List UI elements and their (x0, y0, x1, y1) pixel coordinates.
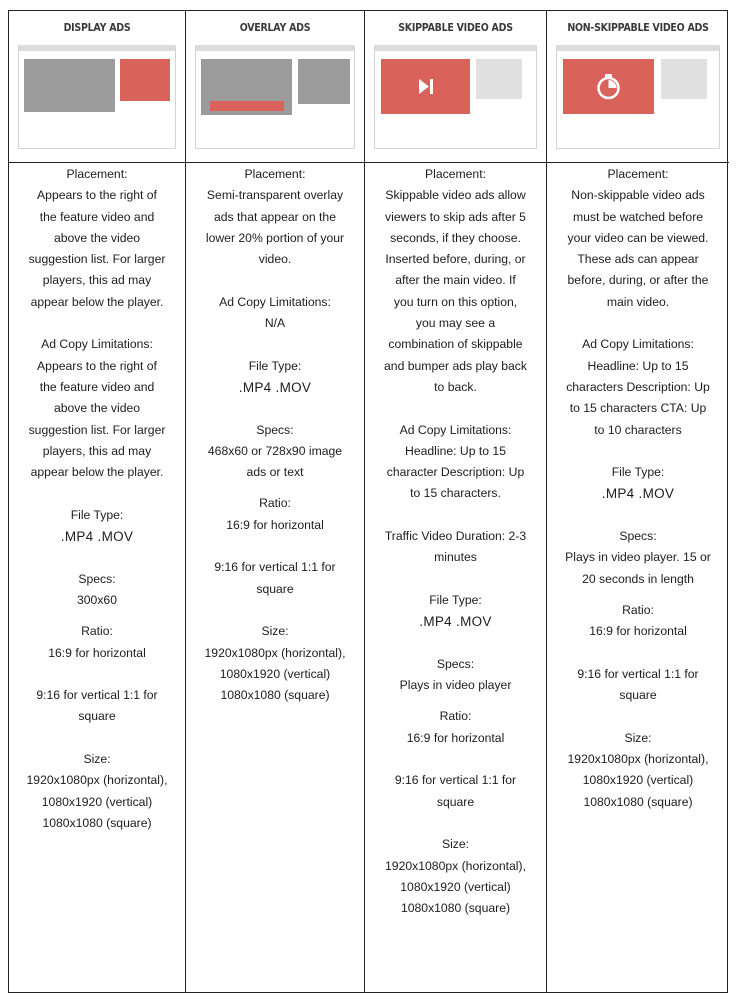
size-label: Size: (624, 730, 652, 745)
column-display-ads (9, 11, 186, 992)
specs-text: Plays in video player (399, 678, 512, 693)
display-ad-placeholder (120, 59, 170, 101)
video-ad-placeholder (563, 59, 654, 114)
limits-text: Appears to the right of the feature video and above the video suggestion list. For larger players, this ad may appear below the player. (28, 358, 166, 480)
skippable-ad-illustration (374, 45, 537, 149)
limits-label: Ad Copy Limitations: (582, 337, 694, 352)
column-header (547, 11, 729, 163)
stopwatch-icon (563, 59, 654, 114)
limits-text: N/A (264, 316, 286, 331)
ratio-label: Ratio: (622, 602, 654, 617)
specs-text: 300x60 (77, 592, 117, 607)
overlay-ad-illustration (195, 45, 355, 149)
column-header (365, 11, 546, 163)
size-text: 1920x1080px (horizontal), 1080x1920 (vertical) 1080x1080 (square) (567, 752, 709, 809)
filetype-value: .MP4 .MOV (60, 529, 134, 545)
filetype-value: .MP4 .MOV (419, 614, 492, 630)
placement-text: Skippable video ads allow viewers to skip ads after 5 seconds, if they choose. Inserted before, during, or after the main video. If you turn on this option, you may see a combination of skippable and bumper ads play back to back. (384, 188, 527, 394)
specs-text: 468x60 or 728x90 image ads or text (207, 443, 343, 480)
side-panel-placeholder (476, 59, 522, 99)
overlay-ad-placeholder (210, 101, 284, 111)
filetype-label: File Type: (611, 465, 665, 480)
filetype-label: File Type: (248, 358, 302, 373)
placement-text: Non-skippable video ads must be watched before your video can be viewed. These ads can appear before, during, or after the main video. (567, 188, 709, 309)
placement-text: Semi-transparent overlay ads that appear on the lower 20% portion of your video. (205, 188, 345, 267)
column-header (186, 11, 364, 163)
placement-text: Appears to the right of the feature video and above the video suggestion list. For larger players, this ad may appear below the player. (28, 188, 166, 309)
placement-label: Placement: (66, 167, 128, 181)
column-title: DISPLAY ADS (63, 21, 131, 34)
specs-label: Specs: (78, 571, 116, 586)
column-body (186, 164, 364, 706)
ratio-text: 16:9 for horizontal (406, 730, 505, 745)
specs-text: Plays in video player. 15 or 20 seconds in length (565, 550, 711, 586)
video-ad-placeholder (381, 59, 470, 114)
limits-label: Ad Copy Limitations: (399, 422, 512, 437)
ratio-text: 16:9 for horizontal (589, 624, 687, 639)
filetype-value: .MP4 .MOV (238, 379, 312, 395)
column-header (9, 11, 185, 163)
size-label: Size: (83, 752, 111, 767)
column-skippable-video-ads (365, 11, 547, 992)
limits-text: Headline: Up to 15 characters Description: Up to 15 characters CTA: Up to 10 characters (566, 358, 710, 437)
non-skippable-ad-illustration (556, 45, 720, 149)
ratio-label: Ratio: (259, 496, 291, 511)
column-title: SKIPPABLE VIDEO ADS (398, 21, 513, 34)
limits-label: Ad Copy Limitations: (41, 337, 153, 352)
ratio-label: Ratio: (439, 709, 472, 724)
filetype-label: File Type: (70, 507, 124, 522)
placement-label: Placement: (425, 167, 486, 181)
specs-label: Specs: (619, 529, 657, 544)
placement-label: Placement: (244, 167, 306, 181)
ratio-text: 16:9 for horizontal (226, 517, 324, 532)
display-ad-illustration (18, 45, 176, 149)
ratio-text: 16:9 for horizontal (48, 645, 146, 660)
vertical-ratio-text: 9:16 for vertical 1:1 for square (214, 560, 336, 596)
limits-label: Ad Copy Limitations: (219, 294, 331, 309)
size-text: 1920x1080px (horizontal), 1080x1920 (vertical) 1080x1080 (square) (204, 645, 346, 703)
specs-label: Specs: (436, 656, 475, 671)
size-text: 1920x1080px (horizontal), 1080x1920 (vertical) 1080x1080 (square) (26, 773, 168, 830)
placement-label: Placement: (607, 167, 669, 181)
side-panel-placeholder (298, 59, 350, 104)
vertical-ratio-text: 9:16 for vertical 1:1 for square (394, 773, 517, 809)
column-non-skippable-video-ads (547, 11, 729, 992)
duration-text: Traffic Video Duration: 2-3 minutes (384, 529, 527, 565)
filetype-label: File Type: (429, 592, 482, 607)
ad-formats-table (8, 10, 728, 993)
size-label: Size: (261, 624, 289, 639)
vertical-ratio-text: 9:16 for vertical 1:1 for square (577, 666, 699, 703)
skip-next-icon (381, 59, 470, 114)
column-body (365, 164, 546, 919)
column-body (9, 164, 185, 834)
limits-text: Headline: Up to 15 character Description: Up to 15 characters. (386, 443, 525, 501)
specs-label: Specs: (256, 422, 294, 437)
side-panel-placeholder (661, 59, 707, 99)
size-text: 1920x1080px (horizontal), 1080x1920 (vertical) 1080x1080 (square) (385, 858, 526, 916)
column-body (547, 164, 729, 813)
video-player-placeholder (24, 59, 115, 112)
column-overlay-ads (186, 11, 365, 992)
column-title: NON-SKIPPABLE VIDEO ADS (567, 21, 709, 34)
vertical-ratio-text: 9:16 for vertical 1:1 for square (36, 688, 158, 724)
ratio-label: Ratio: (81, 624, 113, 639)
filetype-value: .MP4 .MOV (601, 486, 675, 502)
column-title: OVERLAY ADS (239, 21, 311, 34)
size-label: Size: (441, 837, 470, 852)
